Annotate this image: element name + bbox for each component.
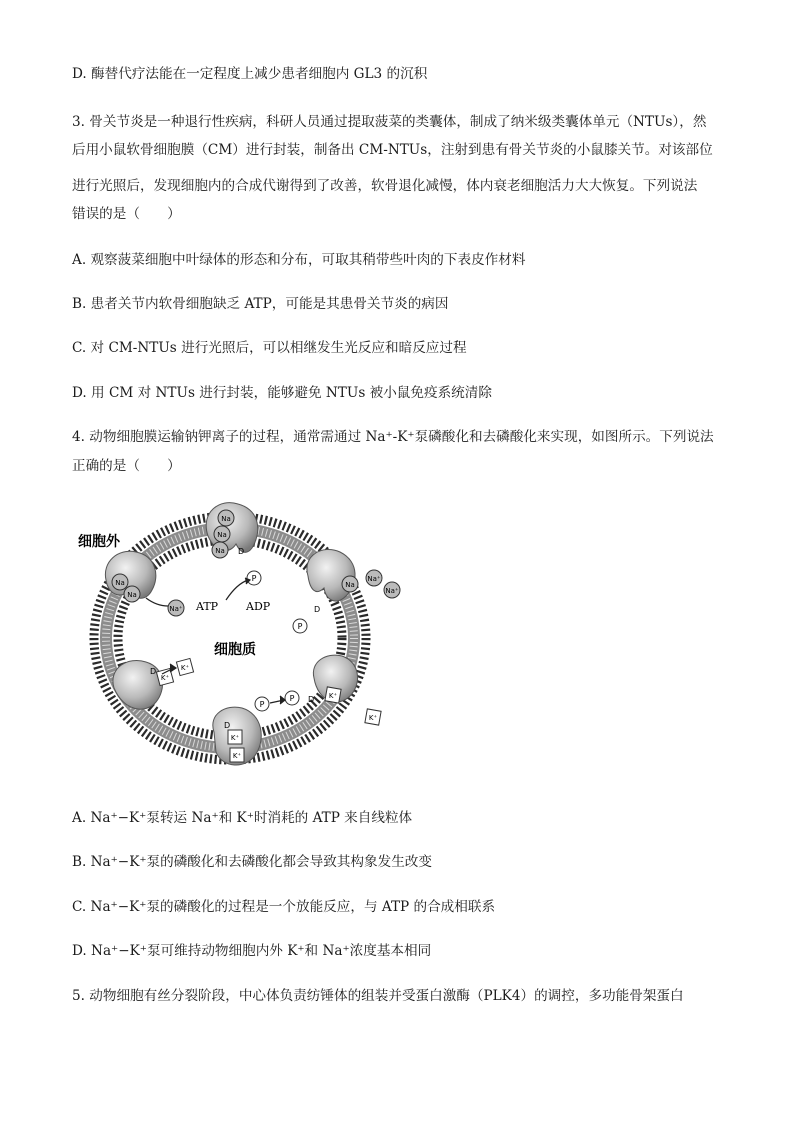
- na-ion: [214, 526, 230, 542]
- q3-option-a: A. 观察菠菜细胞中叶绿体的形态和分布，可取其稍带些叶肉的下表皮作材料: [72, 252, 526, 268]
- phosphate: [285, 691, 299, 705]
- na-ion: [168, 600, 184, 616]
- k-ion: [176, 658, 193, 675]
- na-ion: [384, 582, 400, 598]
- svg-text:Na: Na: [115, 579, 125, 587]
- q3-option-d: D. 用 CM 对 NTUs 进行封装，能够避免 NTUs 被小鼠免疫系统清除: [72, 385, 492, 401]
- phosphate: [255, 697, 269, 711]
- atp-label: ATP: [196, 600, 219, 613]
- q4-stem-line-2: 正确的是（ ）: [72, 458, 181, 474]
- q3-stem-line-4: 错误的是（ ）: [72, 206, 181, 222]
- q3-option-c: C. 对 CM-NTUs 进行光照后，可以相继发生光反应和暗反应过程: [72, 340, 467, 356]
- q4-option-b: B. Na⁺−K⁺泵的磷酸化和去磷酸化都会导致其构象发生改变: [72, 854, 432, 870]
- svg-text:P: P: [289, 694, 295, 703]
- svg-text:Na⁺: Na⁺: [169, 605, 183, 613]
- k-ion: [365, 709, 381, 725]
- svg-text:P: P: [251, 574, 257, 583]
- pump-top-right: [307, 549, 355, 601]
- svg-text:K⁺: K⁺: [328, 692, 338, 700]
- svg-text:P: P: [297, 622, 303, 631]
- arrows: [146, 578, 285, 704]
- svg-text:Na: Na: [215, 547, 225, 555]
- q3-stem-line-1: 3. 骨关节炎是一种退行性疾病，科研人员通过提取菠菜的类囊体，制成了纳米级类囊体单元（NTUs），然: [72, 114, 707, 130]
- na-k-pump-figure: [70, 492, 402, 792]
- svg-text:P: P: [259, 700, 265, 709]
- na-ion: [112, 574, 128, 590]
- svg-text:D: D: [224, 721, 231, 730]
- svg-text:K⁺: K⁺: [180, 664, 190, 672]
- phosphate: [247, 571, 261, 585]
- svg-text:Na⁺: Na⁺: [367, 575, 381, 583]
- q3-stem-line-3: 进行光照后，发现细胞内的合成代谢得到了改善，软骨退化减慢，体内衰老细胞活力大大恢复。下列说法: [72, 178, 698, 194]
- q4-option-d: D. Na⁺−K⁺泵可维持动物细胞内外 K⁺和 Na⁺浓度基本相同: [72, 943, 432, 959]
- svg-text:D: D: [314, 605, 321, 614]
- na-ion: [366, 570, 382, 586]
- k-ion: [325, 687, 341, 703]
- q5-stem-start: 5. 动物细胞有丝分裂阶段，中心体负责纺锤体的组装并受蛋白激酶（PLK4）的调控，多功能骨架蛋白: [72, 988, 684, 1004]
- svg-text:Na: Na: [217, 531, 227, 539]
- outside-label: 细胞外: [78, 534, 120, 550]
- phosphate-groups: [247, 571, 307, 711]
- k-ion: [228, 730, 242, 744]
- svg-text:Na: Na: [345, 581, 355, 589]
- k-ion: [230, 748, 244, 762]
- na-ion: [124, 586, 140, 602]
- svg-text:K⁺: K⁺: [232, 752, 242, 760]
- q3-stem-line-2: 后用小鼠软骨细胞膜（CM）进行封装，制备出 CM-NTUs，注射到患有骨关节炎的小鼠膝关节。对该部位: [72, 142, 713, 158]
- svg-text:D: D: [150, 667, 157, 676]
- na-ion: [212, 542, 228, 558]
- q4-option-c: C. Na⁺−K⁺泵的磷酸化的过程是一个放能反应，与 ATP 的合成相联系: [72, 899, 496, 915]
- svg-text:K⁺: K⁺: [230, 734, 240, 742]
- adp-label: ADP: [246, 600, 271, 613]
- phosphate: [293, 619, 307, 633]
- q4-option-a: A. Na⁺−K⁺泵转运 Na⁺和 K⁺时消耗的 ATP 来自线粒体: [72, 810, 413, 826]
- svg-text:D: D: [238, 547, 245, 556]
- svg-text:Na: Na: [127, 591, 137, 599]
- svg-text:Na: Na: [221, 515, 231, 523]
- q4-stem-line-1: 4. 动物细胞膜运输钠钾离子的过程，通常需通过 Na⁺-K⁺泵磷酸化和去磷酸化来实现，如图所示。下列说法: [72, 429, 714, 445]
- svg-text:Na⁺: Na⁺: [385, 587, 399, 595]
- na-ion: [218, 510, 234, 526]
- svg-text:K⁺: K⁺: [160, 674, 170, 682]
- svg-text:D: D: [308, 695, 315, 704]
- prev-option-d: D. 酶替代疗法能在一定程度上减少患者细胞内 GL3 的沉积: [72, 66, 428, 82]
- q3-option-b: B. 患者关节内软骨细胞缺乏 ATP，可能是其患骨关节炎的病因: [72, 296, 449, 312]
- svg-text:K⁺: K⁺: [368, 714, 378, 722]
- cytoplasm-label: 细胞质: [214, 642, 256, 658]
- na-ion: [342, 576, 358, 592]
